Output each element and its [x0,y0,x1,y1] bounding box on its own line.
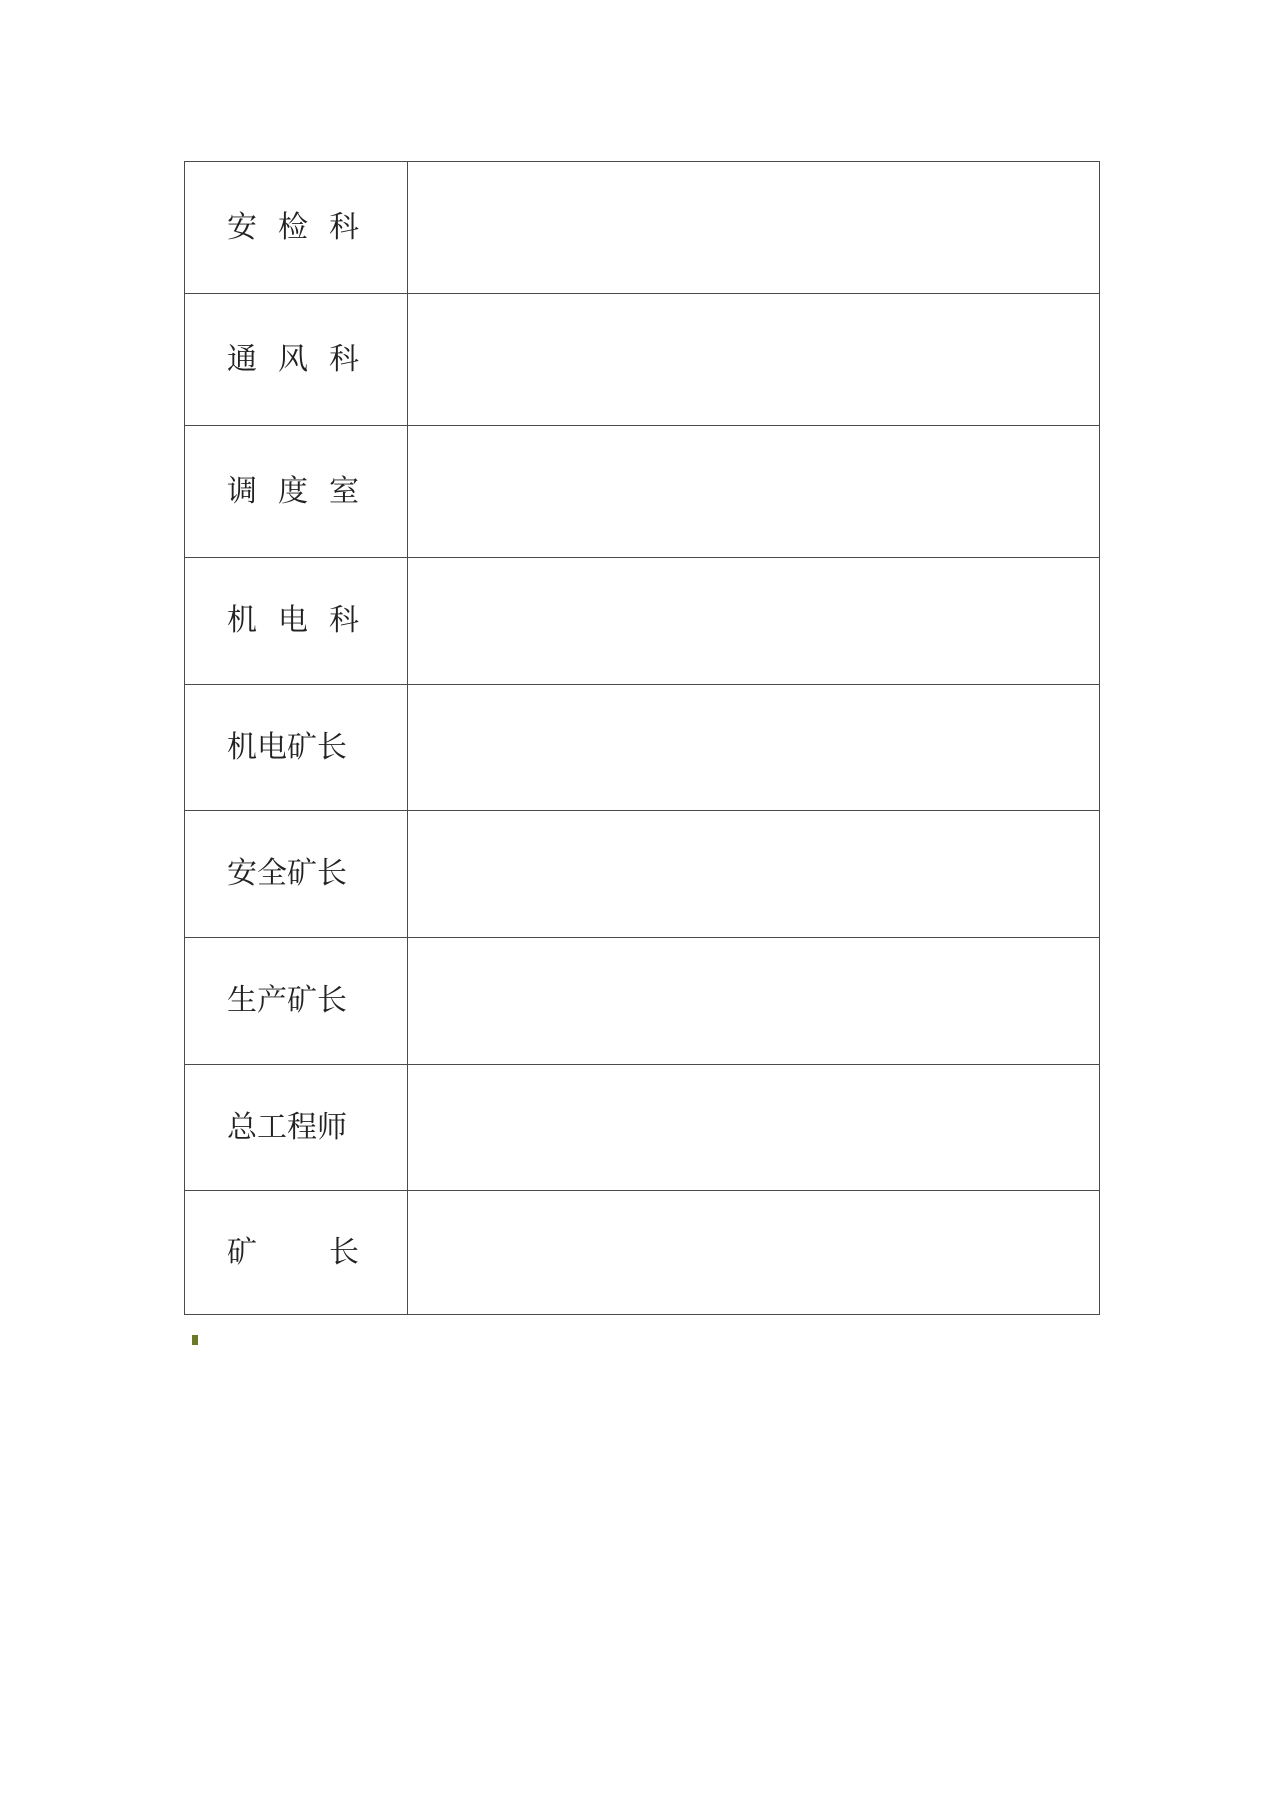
approval-signature-table [184,161,1100,1315]
signature-field[interactable] [408,685,1100,811]
row-label-cell [185,294,408,426]
table-row [185,426,1100,558]
signature-field[interactable] [408,938,1100,1065]
label-char: 调 [227,473,257,509]
table-row [185,558,1100,685]
label-char: 机 [227,603,257,638]
signature-field[interactable] [408,558,1100,685]
label-char: 室 [329,473,359,509]
row-label: 生产矿长 [227,983,347,1018]
table-row [185,811,1100,938]
row-label [185,473,407,509]
row-label [185,1234,407,1270]
signature-field[interactable] [408,1065,1100,1191]
table-row [185,1191,1100,1315]
label-char: 电 [278,603,308,638]
signature-field[interactable] [408,811,1100,938]
row-label [185,209,407,245]
row-label-cell [185,685,408,811]
table-row [185,162,1100,294]
table-row [185,938,1100,1065]
signature-field[interactable] [408,294,1100,426]
row-label-cell [185,811,408,938]
label-char: 长 [329,1234,359,1270]
row-label-cell [185,558,408,685]
label-char: 检 [278,209,308,245]
row-label: 机电矿长 [227,729,347,765]
row-label [185,603,407,638]
label-char: 通 [227,341,257,377]
signature-field[interactable] [408,162,1100,294]
row-label: 安全矿长 [227,856,347,891]
row-label [185,341,407,377]
row-label-cell [185,426,408,558]
label-char: 矿 [227,1234,257,1270]
paragraph-mark-icon [192,1335,198,1345]
label-char: 科 [329,603,359,638]
table-row [185,1065,1100,1191]
signature-field[interactable] [408,1191,1100,1315]
label-char: 风 [278,341,308,377]
row-label: 总工程师 [227,1109,347,1145]
row-label-cell [185,938,408,1065]
row-label-cell [185,162,408,294]
label-char: 安 [227,209,257,245]
label-char: 度 [278,473,308,509]
label-char: 科 [329,209,359,245]
row-label-cell [185,1065,408,1191]
table-row [185,294,1100,426]
row-label-cell [185,1191,408,1315]
label-char: 科 [329,341,359,377]
signature-field[interactable] [408,426,1100,558]
table-row [185,685,1100,811]
